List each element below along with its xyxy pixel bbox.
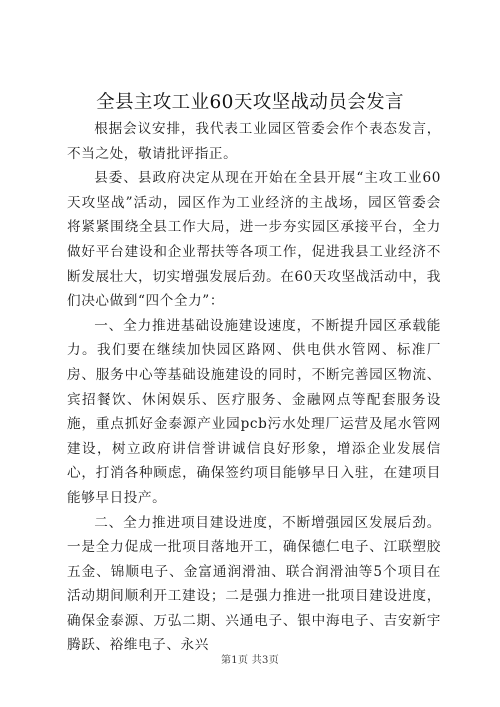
document-title: 全县主攻工业60天攻坚战动员会发言 [96, 92, 404, 113]
paragraph-point-two: 二、全力推进项目建设进度，不断增强园区发展后劲。一是全力促成一批项目落地开工，确保德仁电子、江联塑胶五金、锦顺电子、金富通润滑油、联合润滑油等5个项目在活动期间顺利开工建设；二是强力推进一批项目建设进度，确保金泰源、万弘二期、兴通电子、银中海电子、吉安新宇腾跃、裕维电子、永兴 [67, 514, 441, 654]
paragraph-point-one: 一、全力推进基础设施建设速度，不断提升园区承载能力。我们要在继续加快园区路网、供电供水管网、标准厂房、服务中心等基础设施建设的同时，不断完善园区物流、宾招餐饮、休闲娱乐、医疗服务、金融网点等配套服务设施，重点抓好金泰源产业园pcb污水处理厂运营及尾水管网建设，树立政府讲信誉讲诚信良好形象，增添企业发展信心，打消各种顾虑，确保签约项目能够早日入驻，在建项目能够早日投产。 [67, 317, 441, 506]
document-body [67, 117, 441, 658]
paragraph-background: 县委、县政府决定从现在开始在全县开展“主攻工业60天攻坚战”活动，园区作为工业经济的主战场，园区管委会将紧紧围绕全县工作大局，进一步夯实园区承接平台，全力做好平台建设和企业帮扶等各项工作，促进我县工业经济不断发展壮大，切实增强发展后劲。在60天攻坚战活动中，我们决心做到“四个全力”： [67, 170, 441, 310]
paragraph-intro: 根据会议安排，我代表工业园区管委会作个表态发言，不当之处，敬请批评指正。 [67, 121, 441, 162]
page-number-footer: 第1页 共3页 [220, 655, 279, 666]
